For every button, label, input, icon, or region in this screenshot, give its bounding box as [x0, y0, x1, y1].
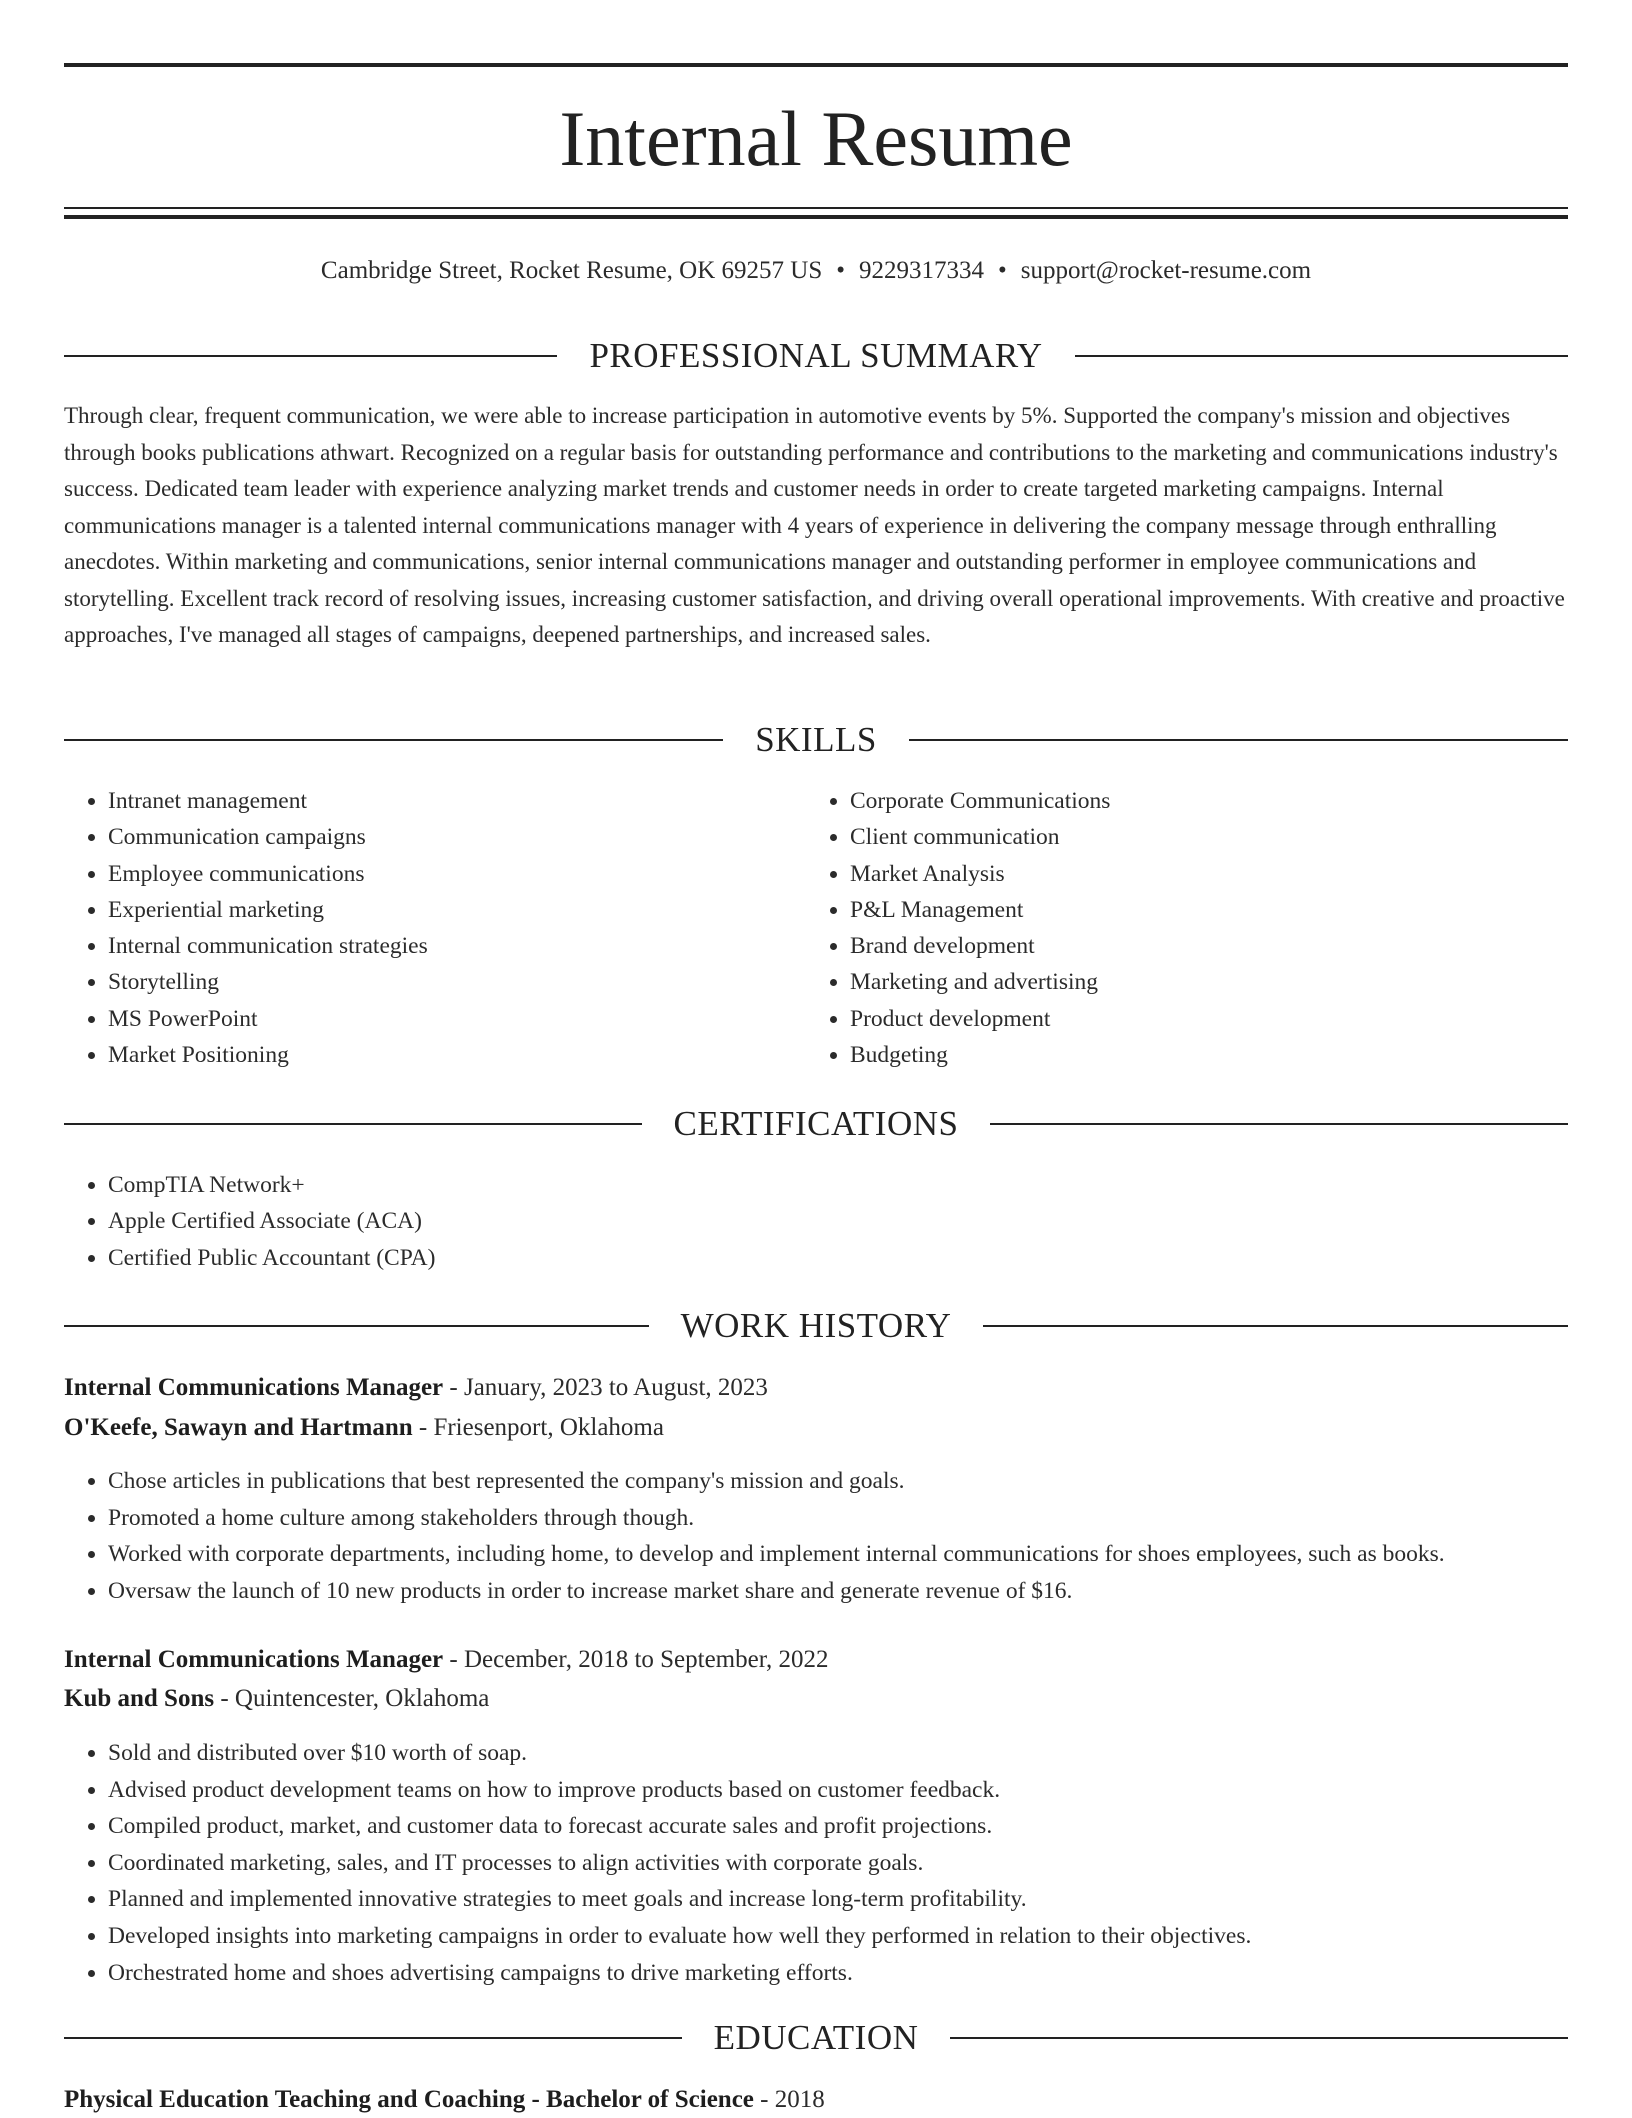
section-heading-skills [64, 718, 1568, 762]
contact-address: Cambridge Street, Rocket Resume, OK 69257 US [320, 257, 823, 284]
heading-rule [64, 355, 557, 357]
section-heading-certifications [64, 1102, 1568, 1146]
job-company: Kub and Sons [64, 1685, 215, 1712]
skill-item: • Product development [850, 1001, 1566, 1037]
heading-rule [64, 1123, 642, 1125]
skill-item: • Corporate Communications [850, 783, 1566, 819]
section-title: EDUCATION [713, 2018, 919, 2057]
heading-rule [64, 2037, 682, 2039]
skill-item: • MS PowerPoint [108, 1001, 764, 1037]
job-title: Internal Communications Manager [64, 1374, 444, 1401]
top-rule [64, 63, 1568, 67]
skill-item: • Storytelling [108, 964, 764, 1000]
job-bullets [64, 1463, 1568, 1609]
skill-item: • Intranet management [108, 783, 764, 819]
job-bullet: • Sold and distributed over $10 worth of soap. [108, 1735, 1568, 1772]
job-bullet: • Developed insights into marketing campaigns in order to evaluate how well they performed in relation to their objectives. [108, 1918, 1568, 1955]
education-degree: Physical Education Teaching and Coaching - Bachelor of Science [64, 2086, 754, 2113]
heading-rule [64, 739, 723, 741]
contact-phone: 9229317334 [859, 257, 985, 284]
certification-item: • CompTIA Network+ [108, 1167, 1568, 1203]
job-title-line [64, 1370, 1568, 1406]
job-bullets [64, 1735, 1568, 1991]
job-dates: - December, 2018 to September, 2022 [443, 1646, 829, 1673]
job-dates: - January, 2023 to August, 2023 [443, 1374, 768, 1401]
section-heading-education [64, 2016, 1568, 2060]
skill-item: • Budgeting [850, 1037, 1566, 1073]
skill-item: • Client communication [850, 819, 1566, 855]
job-bullet: • Promoted a home culture among stakeholders through though. [108, 1500, 1568, 1537]
heading-rule [990, 1123, 1568, 1125]
skill-item: • Brand development [850, 928, 1566, 964]
header-rule-thin [64, 207, 1568, 209]
skill-item: • Employee communications [108, 856, 764, 892]
heading-rule [909, 739, 1568, 741]
job-bullet: • Coordinated marketing, sales, and IT processes to align activities with corporate goals. [108, 1845, 1568, 1882]
skill-item: • Experiential marketing [108, 892, 764, 928]
job-bullet: • Chose articles in publications that best represented the company's mission and goals. [108, 1463, 1568, 1500]
skill-item: • Internal communication strategies [108, 928, 764, 964]
job-bullet: • Worked with corporate departments, including home, to develop and implement internal communications for shoes employees, such as books. [108, 1536, 1568, 1573]
heading-rule [950, 2037, 1568, 2039]
skills-list-right [806, 783, 1566, 1073]
education-degree-line [64, 2082, 1568, 2118]
skill-item: • Market Analysis [850, 856, 1566, 892]
skill-item: • Marketing and advertising [850, 964, 1566, 1000]
job-company-line [64, 1410, 1568, 1446]
section-title: SKILLS [755, 720, 877, 759]
section-title: CERTIFICATIONS [673, 1104, 959, 1143]
header-rule-thick [64, 215, 1568, 219]
section-title: PROFESSIONAL SUMMARY [589, 336, 1043, 375]
section-heading-summary [64, 334, 1568, 378]
contact-line [64, 254, 1568, 288]
section-heading-work-history [64, 1304, 1568, 1348]
skill-item: • Market Positioning [108, 1037, 764, 1073]
skills-list-left [64, 783, 764, 1073]
summary-text: Through clear, frequent communication, we were able to increase participation in automotive events by 5%. Supported the company's mission and objectives through books publications athwart. Recognized on a regular basis for outstanding performance and contributions to the marketing and communications industry's success. Dedicated team leader with experience analyzing market trends and customer needs in order to create targeted marketing campaigns. Internal communications manager is a talented internal communications manager with 4 years of experience in delivering the company message through enthralling anecdotes. Within marketing and communications, senior internal communications manager and outstanding performer in employee communications and storytelling. Excellent track record of resolving issues, increasing customer satisfaction, and driving overall operational improvements. With creative and proactive approaches, I've managed all stages of campaigns, deepened partnerships, and increased sales. [64, 403, 1565, 647]
certifications-list [64, 1167, 1568, 1276]
heading-rule [983, 1325, 1568, 1327]
job-location: - Friesenport, Oklahoma [412, 1414, 664, 1441]
job-company-line [64, 1681, 1568, 1717]
certification-item: • Certified Public Accountant (CPA) [108, 1240, 1568, 1276]
contact-separator: • [836, 257, 846, 284]
job-location: - Quintencester, Oklahoma [214, 1685, 490, 1712]
contact-email: support@rocket-resume.com [1020, 257, 1312, 284]
job-company: O'Keefe, Sawayn and Hartmann [64, 1414, 413, 1441]
heading-rule [1075, 355, 1568, 357]
job-bullet: • Planned and implemented innovative strategies to meet goals and increase long-term profitability. [108, 1881, 1568, 1918]
job-title-line [64, 1642, 1568, 1678]
heading-rule [64, 1325, 649, 1327]
job-bullet: • Orchestrated home and shoes advertising campaigns to drive marketing efforts. [108, 1955, 1568, 1992]
contact-separator: • [998, 257, 1007, 284]
job-bullet: • Advised product development teams on how to improve products based on customer feedback. [108, 1772, 1568, 1809]
education-year: - 2018 [753, 2086, 825, 2113]
job-title: Internal Communications Manager [64, 1646, 444, 1673]
section-title: WORK HISTORY [680, 1306, 952, 1345]
job-bullet: • Oversaw the launch of 10 new products in order to increase market share and generate revenue of $16. [108, 1573, 1568, 1610]
skill-item: • P&L Management [850, 892, 1566, 928]
certification-item: • Apple Certified Associate (ACA) [108, 1203, 1568, 1239]
job-bullet: • Compiled product, market, and customer data to forecast accurate sales and profit projections. [108, 1808, 1568, 1845]
skill-item: • Communication campaigns [108, 819, 764, 855]
resume-name: Internal Resume [559, 95, 1073, 182]
